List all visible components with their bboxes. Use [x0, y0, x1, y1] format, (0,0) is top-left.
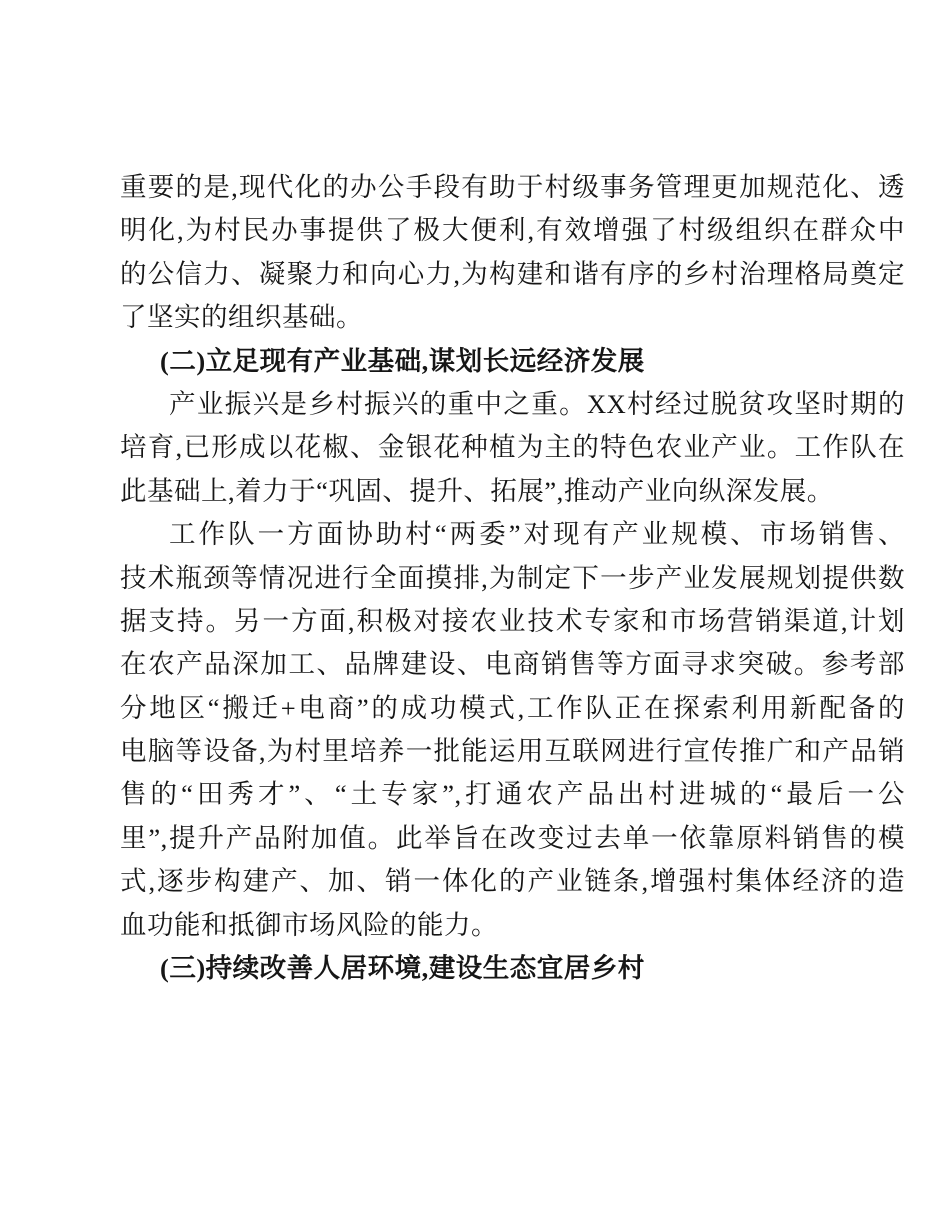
- text-line: 重要的是,现代化的办公手段有助于村级事务管理更加规范化、透: [120, 172, 905, 202]
- document-body: [120, 166, 905, 990]
- text-line: 电脑等设备,为村里培养一批能运用互联网进行宣传推广和产品销: [120, 736, 905, 767]
- text-line: 据支持。另一方面,积极对接农业技术专家和市场营销渠道,计划: [120, 605, 905, 636]
- text-line: 分地区“搬迁+电商”的成功模式,工作队正在探索利用新配备的: [120, 692, 905, 723]
- text-line: 的公信力、凝聚力和向心力,为构建和谐有序的乡村治理格局奠定: [120, 258, 905, 289]
- section-heading-3: [120, 947, 905, 990]
- text-line: 在农产品深加工、品牌建设、电商销售等方面寻求突破。参考部: [120, 649, 905, 680]
- paragraph-governance-continuation: [120, 166, 905, 340]
- text-line: 工作队一方面协助村“两委”对现有产业规模、市场销售、: [169, 519, 905, 550]
- text-line: 技术瓶颈等情况进行全面摸排,为制定下一步产业发展规划提供数: [120, 562, 905, 593]
- text-line: 明化,为村民办事提供了极大便利,有效增强了村级组织在群众中: [120, 215, 905, 246]
- text-line: 培育,已形成以花椒、金银花种植为主的特色农业产业。工作队在: [120, 432, 905, 463]
- text-line: 式,逐步构建产、加、销一体化的产业链条,增强村集体经济的造: [120, 866, 905, 897]
- text-line: 里”,提升产品附加值。此举旨在改变过去单一依靠原料销售的模: [120, 822, 905, 853]
- text-line: 此基础上,着力于“巩固、提升、拓展”,推动产业向纵深发展。: [120, 475, 834, 506]
- text-line: 产业振兴是乡村振兴的重中之重。XX村经过脱贫攻坚时期的: [169, 388, 905, 419]
- paragraph-industry-overview: [120, 383, 905, 513]
- text-line: 了坚实的组织基础。: [120, 302, 363, 333]
- text-line: 售的“田秀才”、“土专家”,打通农产品出村进城的“最后一公: [120, 779, 905, 810]
- text-line: 血功能和抵御市场风险的能力。: [120, 909, 498, 940]
- heading-line: (二)立足现有产业基础,谋划长远经济发展: [160, 345, 645, 376]
- section-heading-2: [120, 340, 905, 383]
- paragraph-industry-measures: [120, 513, 905, 947]
- heading-line: (三)持续改善人居环境,建设生态宜居乡村: [160, 953, 645, 984]
